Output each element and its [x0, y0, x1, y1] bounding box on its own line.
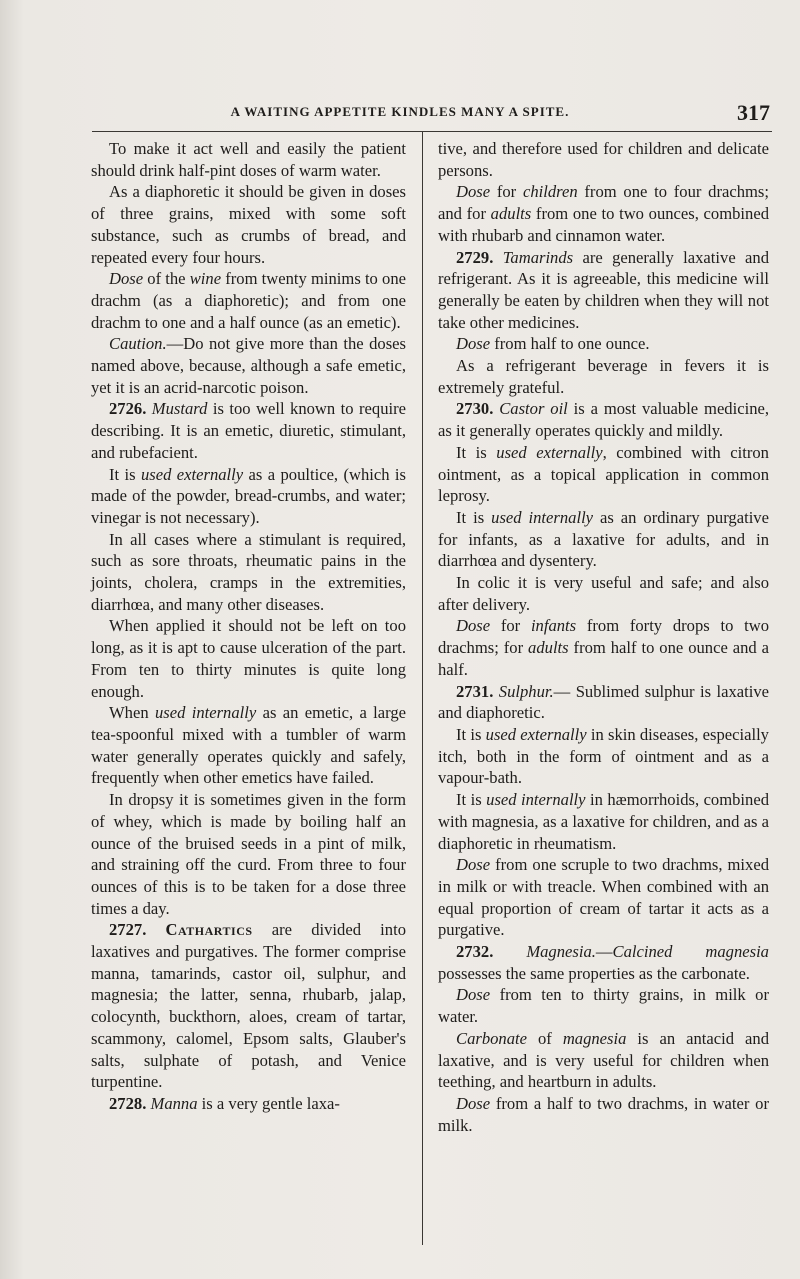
paragraph: Dose from ten to thirty grains, in milk or water.	[438, 985, 769, 1027]
entry-number: 2728.	[109, 1093, 147, 1113]
dose-label: Dose	[456, 616, 491, 636]
dose-label: Dose	[456, 855, 491, 875]
entry-number: 2731.	[456, 681, 494, 701]
entry-term: Cathartics	[165, 920, 253, 940]
paragraph: To make it act well and easily the patient should drink half-pint doses of warm water.	[91, 139, 406, 180]
entry-number: 2732.	[456, 942, 494, 962]
entry-number: 2729.	[456, 247, 494, 267]
paragraph: As a refrigerant beverage in fevers it is extremely grateful.	[438, 356, 769, 397]
paragraph: Carbonate of magnesia is an antacid and laxative, and is very useful for children when teething, and heartburn in adults.	[438, 1028, 769, 1092]
caution-label: Caution.	[109, 334, 167, 354]
entry-number: 2726.	[109, 399, 147, 419]
left-column	[91, 138, 406, 1115]
paragraph: As a diaphoretic it should be given in doses of three grains, mixed with some soft substance, such as crumbs of bread, and repeated every four hours.	[91, 182, 406, 267]
entry-term: Mustard	[151, 399, 208, 419]
right-column	[438, 138, 769, 1136]
paragraph: When applied it should not be left on too long, as it is apt to cause ulceration of the part. From ten to thirty minutes is quite long enough.	[91, 616, 406, 701]
paragraph: Caution.—Do not give more than the doses named above, because, although a safe emetic, yet it is an acrid-narcotic poison.	[91, 334, 406, 397]
entry-2728: 2728. Manna is a very gentle laxa-	[109, 1093, 340, 1113]
entry-2729: 2729. Tamarinds are generally laxative and refrigerant. As it is agreeable, this medicine will generally be eaten by children when they will not take other medicines.	[438, 247, 769, 332]
dose-label: Dose	[109, 269, 144, 289]
dose-label: Dose	[456, 334, 491, 354]
paragraph: In all cases where a stimulant is required, such as sore throats, rheumatic pains in the joints, cholera, cramps in the extremities, diarrhœa, and many other diseases.	[91, 529, 406, 614]
paragraph: In dropsy it is sometimes given in the form of whey, which is made by boiling half an ounce of the bruised seeds in a pint of milk, and straining off the curd. From three to four ounces of this is to be taken for a dose three times a day.	[91, 790, 406, 918]
entry-term: Magnesia.	[526, 942, 596, 962]
paragraph: It is used externally as a poultice, (which is made of the powder, bread-crumbs, and water; vinegar is not necessary).	[91, 464, 406, 527]
paragraph: Dose from half to one ounce.	[456, 334, 650, 354]
paragraph: It is used internally as an ordinary purgative for infants, as a laxative for adults, and in diarrhœa and dysentery.	[438, 507, 769, 571]
entry-2727: 2727. Cathartics are divided into laxatives and purgatives. The former comprise manna, tamarinds, castor oil, sulphur, and magnesia; the latter, senna, rhubarb, jalap, colocynth, buckthorn, aloes, cream of tartar, scammony, calomel, Epsom salts, Glauber's salts, sulphate of potash, and Venice turpentine.	[91, 920, 406, 1092]
entry-term: Manna	[150, 1093, 198, 1113]
entry-term: Sulphur.	[498, 681, 554, 701]
entry-term: Castor oil	[499, 399, 568, 419]
paragraph: Dose from one scruple to two drachms, mixed in milk or with treacle. When combined with an equal proportion of cream of tartar it acts as a purgative.	[438, 855, 769, 940]
dose-label: Dose	[456, 1093, 491, 1113]
page-number: 317	[737, 100, 770, 125]
entry-2726: 2726. Mustard is too well known to require describing. It is an emetic, diuretic, stimulant, and rubefacient.	[91, 399, 406, 462]
entry-2730: 2730. Castor oil is a most valuable medicine, as it generally operates quickly and mildly.	[438, 399, 769, 441]
paragraph: When used internally as an emetic, a large tea-spoonful mixed with a tumbler of warm water generally operates quickly and safely, frequently when other emetics have failed.	[91, 703, 407, 788]
column-divider	[422, 131, 423, 1245]
paragraph: tive, and therefore used for children and delicate persons.	[438, 139, 769, 180]
paragraph: Dose of the wine from twenty minims to one drachm (as a diaphoretic); and from one drachm to one and a half ounce (as an emetic).	[91, 269, 406, 332]
paragraph: It is used externally, combined with citron ointment, as a topical application in common leprosy.	[438, 442, 769, 506]
running-head: A WAITING APPETITE KINDLES MANY A SPITE.	[230, 104, 570, 119]
paragraph: It is used externally in skin diseases, especially itch, both in the form of ointment and as a vapour-bath.	[438, 724, 769, 788]
dose-label: Dose	[456, 182, 491, 202]
page-header	[0, 100, 800, 128]
paragraph: Dose for children from one to four drachms; and for adults from one to two ounces, combined with rhubarb and cinnamon water.	[438, 182, 769, 245]
entry-2732: 2732. Magnesia.—Calcined magnesia possesses the same properties as the carbonate.	[438, 942, 769, 983]
entry-number: 2730.	[456, 399, 494, 419]
header-rule	[92, 131, 772, 132]
paragraph: Dose for infants from forty drops to two drachms; for adults from half to one ounce and a half.	[438, 616, 769, 679]
paragraph: Dose from a half to two drachms, in water or milk.	[438, 1093, 769, 1135]
paragraph: It is used internally in hæmorrhoids, combined with magnesia, as a laxative for children, and as a diaphoretic in rheumatism.	[438, 790, 769, 853]
entry-number: 2727.	[109, 920, 147, 940]
entry-term: Tamarinds	[502, 247, 574, 267]
paragraph: In colic it is very useful and safe; and also after delivery.	[438, 573, 769, 614]
dose-label: Dose	[456, 985, 491, 1005]
entry-2731: 2731. Sulphur.— Sublimed sulphur is laxative and diaphoretic.	[438, 681, 770, 723]
